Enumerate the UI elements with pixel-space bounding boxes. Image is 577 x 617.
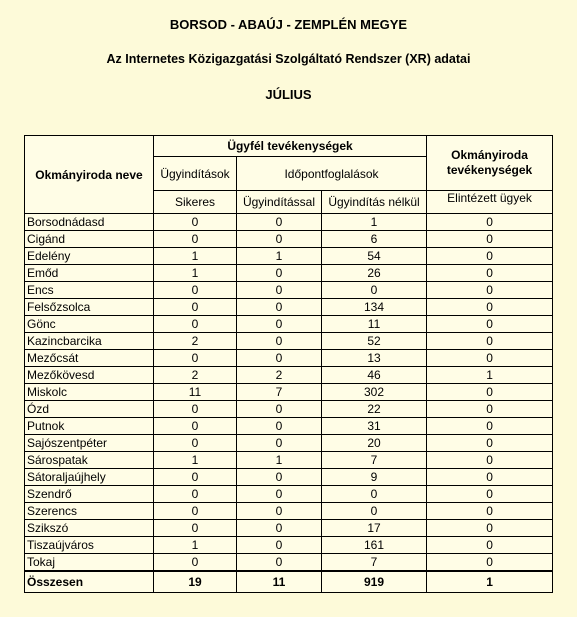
- with-initiation-cell: 0: [237, 282, 322, 299]
- without-initiation-cell: 134: [322, 299, 427, 316]
- office-name-cell: Szerencs: [25, 503, 154, 520]
- month-title: JÚLIUS: [265, 87, 312, 102]
- completed-cell: 0: [427, 214, 553, 231]
- with-initiation-cell: 0: [237, 214, 322, 231]
- successful-header: Sikeres: [154, 191, 237, 214]
- completed-cell: 0: [427, 265, 553, 282]
- office-name-cell: Mezőcsát: [25, 350, 154, 367]
- table-row: [25, 469, 553, 486]
- table-row: [25, 214, 553, 231]
- without-initiation-cell: 11: [322, 316, 427, 333]
- table-row: [25, 418, 553, 435]
- without-initiation-cell: 31: [322, 418, 427, 435]
- successful-cell: 2: [154, 367, 237, 384]
- without-initiation-cell: 54: [322, 248, 427, 265]
- with-initiation-cell: 0: [237, 435, 322, 452]
- table-row: [25, 503, 553, 520]
- with-initiation-cell: 0: [237, 469, 322, 486]
- successful-cell: 0: [154, 282, 237, 299]
- successful-cell: 0: [154, 435, 237, 452]
- with-initiation-cell: 2: [237, 367, 322, 384]
- table-row: [25, 435, 553, 452]
- with-initiation-cell: 1: [237, 248, 322, 265]
- total-row: [25, 571, 553, 593]
- office-name-cell: Tokaj: [25, 554, 154, 572]
- with-initiation-cell: 0: [237, 299, 322, 316]
- with-initiation-cell: 0: [237, 486, 322, 503]
- office-name-cell: Szikszó: [25, 520, 154, 537]
- appointments-header: Időpontfoglalások: [237, 157, 427, 191]
- office-activities-header: Okmányiroda tevékenységek: [427, 136, 553, 191]
- successful-cell: 11: [154, 384, 237, 401]
- with-initiation-cell: 1: [237, 452, 322, 469]
- without-initiation-cell: 0: [322, 486, 427, 503]
- successful-cell: 0: [154, 316, 237, 333]
- successful-cell: 0: [154, 214, 237, 231]
- table-row: [25, 537, 553, 554]
- statistics-table: [24, 135, 553, 593]
- without-initiation-cell: 17: [322, 520, 427, 537]
- without-initiation-cell: 302: [322, 384, 427, 401]
- completed-cell: 0: [427, 282, 553, 299]
- without-initiation-cell: 1: [322, 214, 427, 231]
- with-initiation-cell: 0: [237, 554, 322, 572]
- with-initiation-cell: 0: [237, 537, 322, 554]
- without-initiation-cell: 46: [322, 367, 427, 384]
- with-initiation-cell: 0: [237, 265, 322, 282]
- office-name-cell: Miskolc: [25, 384, 154, 401]
- without-initiation-cell: 7: [322, 554, 427, 572]
- office-name-cell: Cigánd: [25, 231, 154, 248]
- table-row: [25, 231, 553, 248]
- table-row: [25, 265, 553, 282]
- completed-cell: 0: [427, 520, 553, 537]
- completed-cell: 0: [427, 248, 553, 265]
- office-name-cell: Sátoraljaújhely: [25, 469, 154, 486]
- without-initiation-cell: 9: [322, 469, 427, 486]
- successful-cell: 0: [154, 486, 237, 503]
- office-name-cell: Emőd: [25, 265, 154, 282]
- successful-cell: 1: [154, 265, 237, 282]
- without-initiation-cell: 13: [322, 350, 427, 367]
- table-row: [25, 486, 553, 503]
- table-row: [25, 554, 553, 572]
- with-initiation-header: Ügyindítással: [237, 191, 322, 214]
- table-row: [25, 452, 553, 469]
- successful-cell: 2: [154, 333, 237, 350]
- without-initiation-cell: 7: [322, 452, 427, 469]
- completed-cell: 0: [427, 333, 553, 350]
- without-initiation-cell: 26: [322, 265, 427, 282]
- office-name-cell: Sajószentpéter: [25, 435, 154, 452]
- completed-cell: 0: [427, 486, 553, 503]
- total-completed: 1: [427, 571, 553, 593]
- completed-cell: 0: [427, 316, 553, 333]
- without-initiation-cell: 0: [322, 282, 427, 299]
- with-initiation-cell: 0: [237, 401, 322, 418]
- completed-cell: 0: [427, 350, 553, 367]
- office-name-cell: Gönc: [25, 316, 154, 333]
- without-initiation-cell: 161: [322, 537, 427, 554]
- completed-cell: 0: [427, 401, 553, 418]
- total-without-initiation: 919: [322, 571, 427, 593]
- completed-cell: 0: [427, 299, 553, 316]
- with-initiation-cell: 0: [237, 231, 322, 248]
- successful-cell: 0: [154, 401, 237, 418]
- with-initiation-cell: 0: [237, 520, 322, 537]
- with-initiation-cell: 0: [237, 503, 322, 520]
- completed-cell: 0: [427, 503, 553, 520]
- with-initiation-cell: 0: [237, 350, 322, 367]
- total-successful: 19: [154, 571, 237, 593]
- completed-cell: 0: [427, 418, 553, 435]
- table-row: [25, 367, 553, 384]
- successful-cell: 0: [154, 554, 237, 572]
- successful-cell: 0: [154, 469, 237, 486]
- successful-cell: 0: [154, 520, 237, 537]
- office-name-cell: Felsőzsolca: [25, 299, 154, 316]
- office-name-cell: Kazincbarcika: [25, 333, 154, 350]
- successful-cell: 0: [154, 350, 237, 367]
- initiations-header: Ügyindítások: [154, 157, 237, 191]
- total-label: Összesen: [25, 571, 154, 593]
- table-row: [25, 282, 553, 299]
- table-row: [25, 401, 553, 418]
- table-row: [25, 316, 553, 333]
- office-name-cell: Borsodnádasd: [25, 214, 154, 231]
- successful-cell: 1: [154, 537, 237, 554]
- without-initiation-header: Ügyindítás nélkül: [322, 191, 427, 214]
- with-initiation-cell: 7: [237, 384, 322, 401]
- successful-cell: 0: [154, 299, 237, 316]
- office-name-cell: Edelény: [25, 248, 154, 265]
- office-name-cell: Tiszaújváros: [25, 537, 154, 554]
- without-initiation-cell: 20: [322, 435, 427, 452]
- office-name-header: Okmányiroda neve: [25, 136, 154, 214]
- office-name-cell: Szendrő: [25, 486, 154, 503]
- without-initiation-cell: 0: [322, 503, 427, 520]
- table-row: [25, 520, 553, 537]
- successful-cell: 0: [154, 418, 237, 435]
- office-name-cell: Putnok: [25, 418, 154, 435]
- without-initiation-cell: 6: [322, 231, 427, 248]
- completed-cell: 0: [427, 452, 553, 469]
- office-name-cell: Mezőkövesd: [25, 367, 154, 384]
- with-initiation-cell: 0: [237, 333, 322, 350]
- successful-cell: 0: [154, 231, 237, 248]
- office-name-cell: Sárospatak: [25, 452, 154, 469]
- without-initiation-cell: 52: [322, 333, 427, 350]
- with-initiation-cell: 0: [237, 418, 322, 435]
- completed-cell: 0: [427, 231, 553, 248]
- office-name-cell: Ózd: [25, 401, 154, 418]
- completed-cell: 0: [427, 384, 553, 401]
- total-with-initiation: 11: [237, 571, 322, 593]
- with-initiation-cell: 0: [237, 316, 322, 333]
- report-subtitle: Az Internetes Közigazgatási Szolgáltató Rendszer (XR) adatai: [106, 52, 471, 66]
- completed-cell: 1: [427, 367, 553, 384]
- successful-cell: 0: [154, 503, 237, 520]
- completed-cases-header: Elintézett ügyek: [427, 191, 553, 214]
- table-row: [25, 333, 553, 350]
- county-title: BORSOD - ABAÚJ - ZEMPLÉN MEGYE: [169, 17, 408, 32]
- office-name-cell: Encs: [25, 282, 154, 299]
- table-row: [25, 384, 553, 401]
- completed-cell: 0: [427, 435, 553, 452]
- table-row: [25, 299, 553, 316]
- client-activities-header: Ügyfél tevékenységek: [154, 136, 427, 157]
- without-initiation-cell: 22: [322, 401, 427, 418]
- completed-cell: 0: [427, 537, 553, 554]
- table-row: [25, 350, 553, 367]
- successful-cell: 1: [154, 248, 237, 265]
- completed-cell: 0: [427, 469, 553, 486]
- successful-cell: 1: [154, 452, 237, 469]
- table-row: [25, 248, 553, 265]
- completed-cell: 0: [427, 554, 553, 572]
